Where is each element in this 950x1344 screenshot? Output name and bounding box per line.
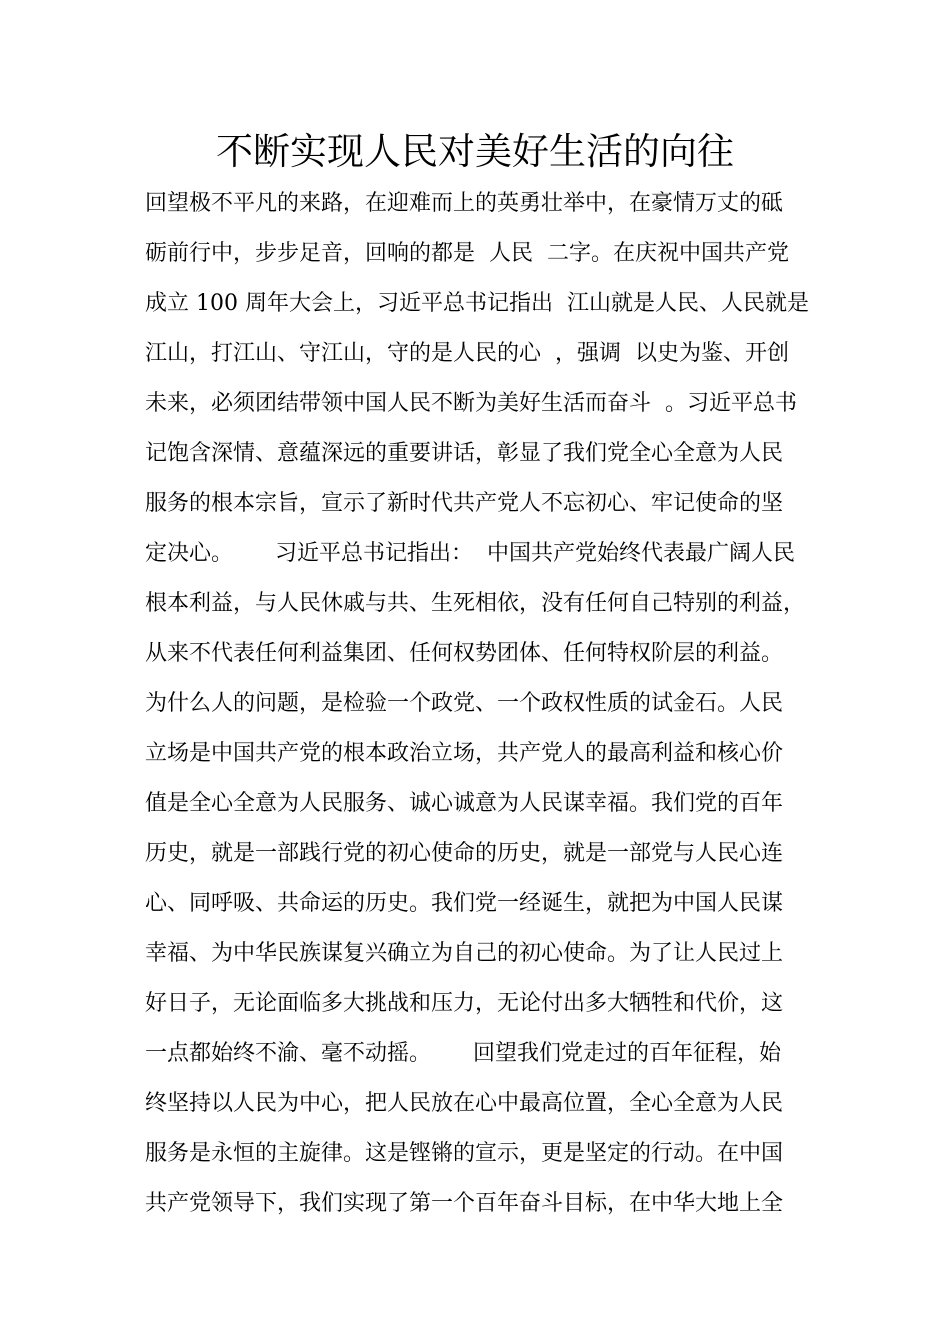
body-line: 砺前行中，步步足音，回响的都是 人民 二字。在庆祝中国共产党 [145, 241, 789, 266]
body-line: 从来不代表任何利益集团、任何权势团体、任何特权阶层的利益。 [145, 641, 784, 666]
body-line: 为什么人的问题，是检验一个政党、一个政权性质的试金石。人民 [145, 691, 784, 716]
body-line: 定决心。 习近平总书记指出： 中国共产党始终代表最广阔人民 [145, 541, 795, 566]
body-line: 未来，必须团结带领中国人民不断为美好生活而奋斗 。习近平总书 [145, 391, 797, 416]
body-line: 成立 100 周年大会上，习近平总书记指出 江山就是人民、人民就是 [145, 291, 809, 316]
document-body [145, 179, 825, 1229]
document-title: 不断实现人民对美好生活的向往 [216, 130, 734, 173]
body-line: 终坚持以人民为中心，把人民放在心中最高位置，全心全意为人民 [145, 1091, 784, 1116]
body-line: 心、同呼吸、共命运的历史。我们党一经诞生，就把为中国人民谋 [145, 891, 784, 916]
body-line: 根本利益，与人民休戚与共、生死相依，没有任何自己特别的利益， [145, 591, 806, 616]
body-line: 幸福、为中华民族谋复兴确立为自己的初心使命。为了让人民过上 [145, 941, 784, 966]
body-line: 回望极不平凡的来路，在迎难而上的英勇壮举中，在豪情万丈的砥 [145, 191, 784, 216]
body-line: 一点都始终不渝、毫不动摇。 回望我们党走过的百年征程，始 [145, 1041, 781, 1066]
body-line: 服务是永恒的主旋律。这是铿锵的宣示，更是坚定的行动。在中国 [145, 1141, 784, 1166]
body-line: 共产党领导下，我们实现了第一个百年奋斗目标，在中华大地上全 [145, 1191, 784, 1216]
body-line: 值是全心全意为人民服务、诚心诚意为人民谋幸福。我们党的百年 [145, 791, 784, 816]
body-line: 记饱含深情、意蕴深远的重要讲话，彰显了我们党全心全意为人民 [145, 441, 784, 466]
body-line: 服务的根本宗旨，宣示了新时代共产党人不忘初心、牢记使命的坚 [145, 491, 784, 516]
body-line: 立场是中国共产党的根本政治立场，共产党人的最高利益和核心价 [145, 741, 784, 766]
body-line: 江山，打江山、守江山，守的是人民的心 ，强调 以史为鉴、开创 [145, 341, 789, 366]
body-line: 历史，就是一部践行党的初心使命的历史，就是一部党与人民心连 [145, 841, 784, 866]
body-line: 好日子，无论面临多大挑战和压力，无论付出多大牺牲和代价，这 [145, 991, 784, 1016]
